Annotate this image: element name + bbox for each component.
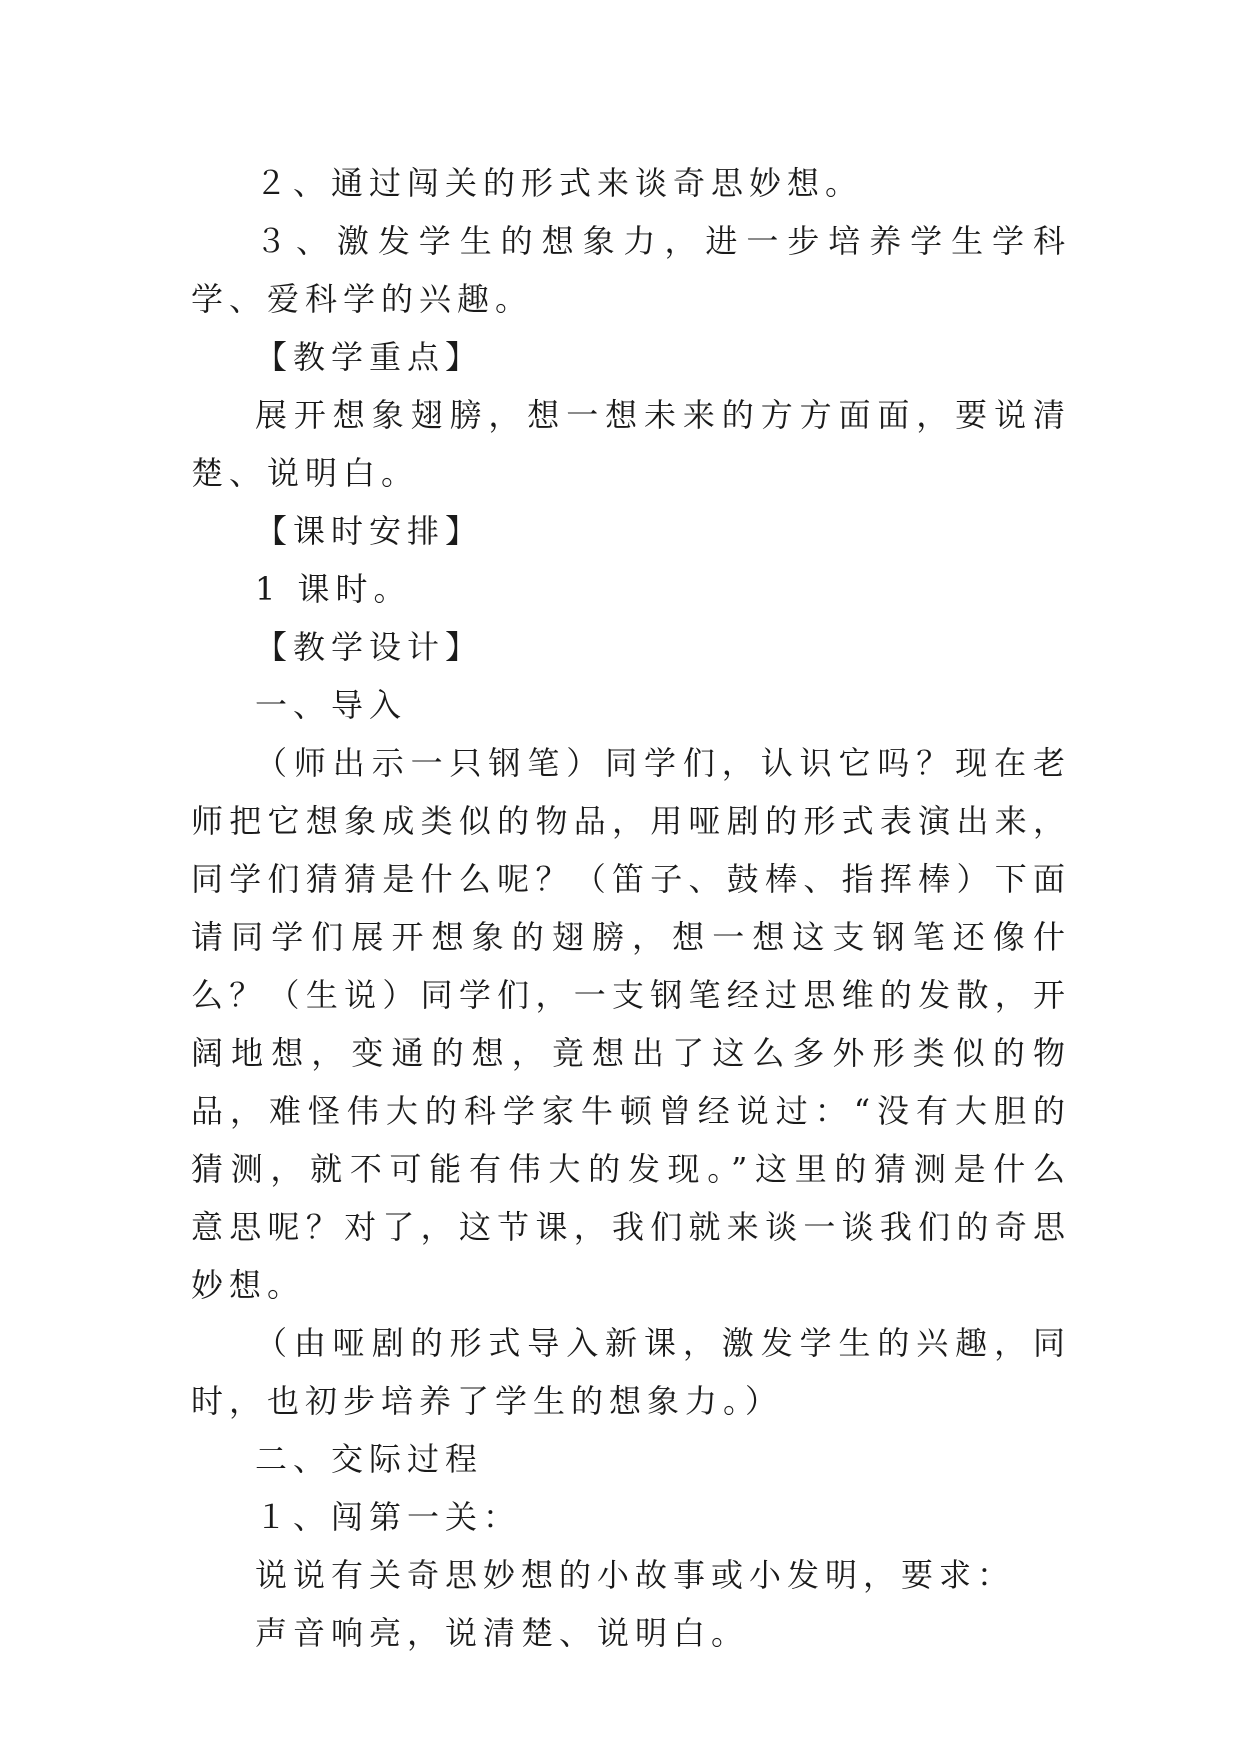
level-1-task: 说说有关奇思妙想的小故事或小发明，要求： xyxy=(255,1556,1016,1594)
section-introduction: 一、导入 xyxy=(255,686,408,724)
heading-schedule: 【课时安排】 xyxy=(255,512,484,550)
schedule-text: 1 课时。 xyxy=(255,570,412,608)
section-process: 二、交际过程 xyxy=(255,1440,484,1478)
heading-teaching-focus: 【教学重点】 xyxy=(255,338,484,376)
document-body xyxy=(191,154,1071,1662)
introduction-text: （师出示一只钢笔）同学们，认识它吗？现在老师把它想象成类似的物品，用哑剧的形式表演出来，同学们猜猜是什么呢？（笛子、鼓棒、指挥棒）下面请同学们展开想象的翅膀，想一想这支钢笔还像什么？（生说）同学们，一支钢笔经过思维的发散，开阔地想，变通的想，竟想出了这么多外形类似的物品，难怪伟大的科学家牛顿曾经说过：“没有大胆的猜测，就不可能有伟大的发现。”这里的猜测是什么意思呢？对了，这节课，我们就来谈一谈我们的奇思妙想。 xyxy=(191,744,1071,1304)
level-1-requirement: 声音响亮，说清楚、说明白。 xyxy=(255,1614,750,1652)
objective-3: ３、激发学生的想象力，进一步培养学生学科学、爱科学的兴趣。 xyxy=(191,222,1071,318)
objective-2: ２、通过闯关的形式来谈奇思妙想。 xyxy=(255,164,864,202)
level-1-heading: １、闯第一关： xyxy=(255,1498,522,1536)
teaching-focus-text: 展开想象翅膀，想一想未来的方方面面，要说清楚、说明白。 xyxy=(191,396,1071,492)
heading-teaching-design: 【教学设计】 xyxy=(255,628,484,666)
introduction-note: （由哑剧的形式导入新课，激发学生的兴趣，同时，也初步培养了学生的想象力。） xyxy=(191,1324,1071,1420)
